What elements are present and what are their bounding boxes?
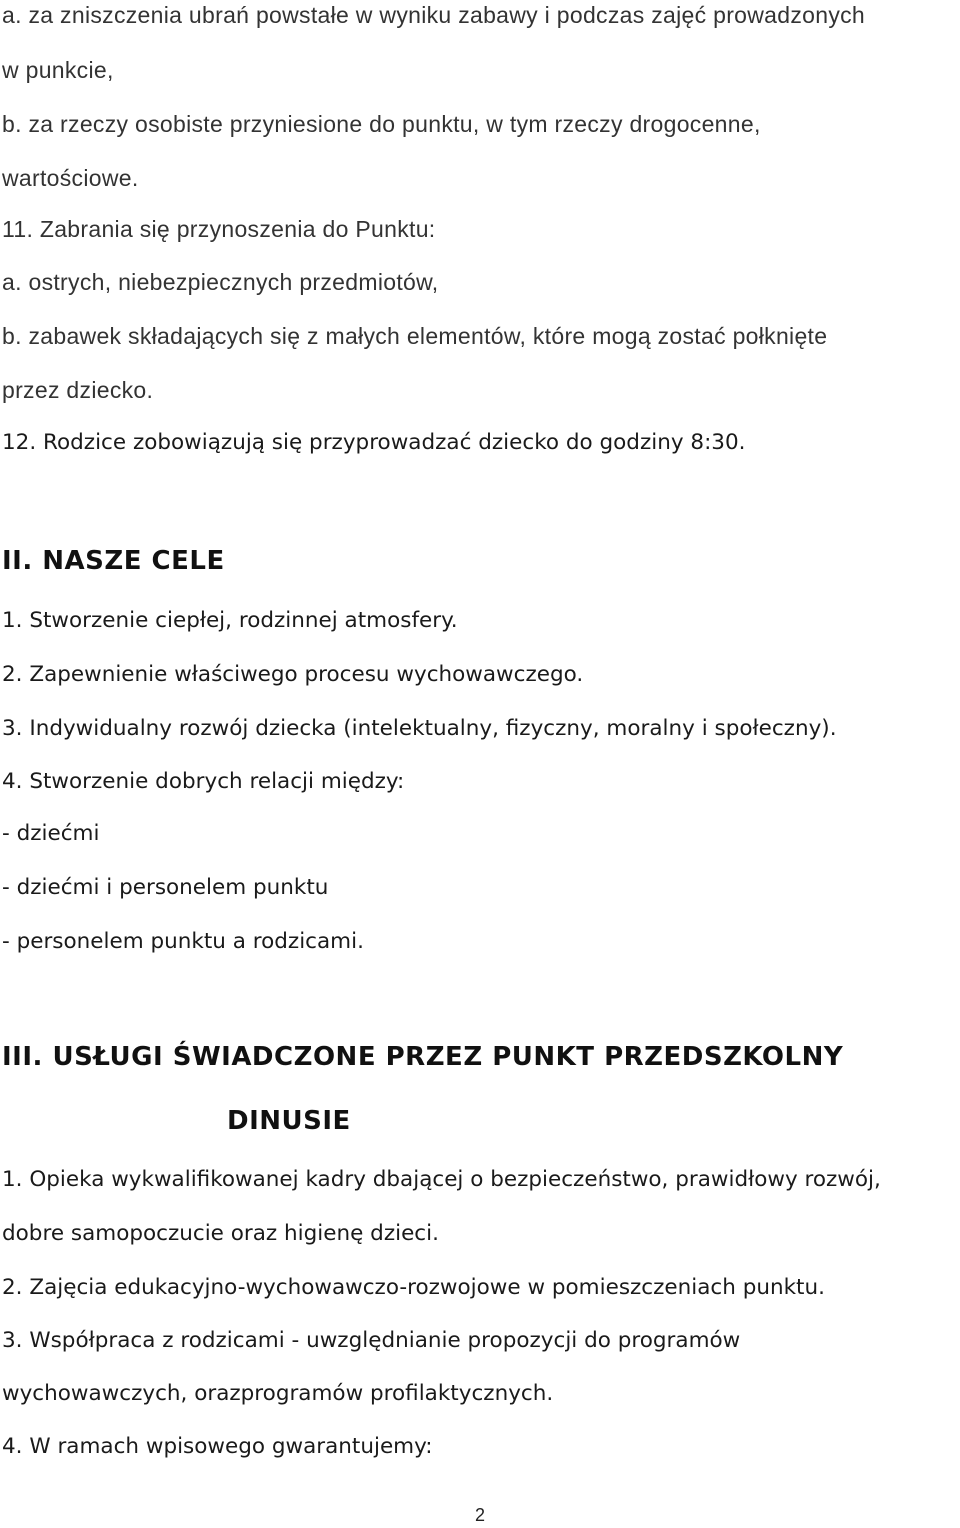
- list-item: 3. Indywidualny rozwój dziecka (intelektualny, fizyczny, moralny i społeczny).: [2, 716, 837, 741]
- list-item: - dziećmi i personelem punktu: [2, 875, 329, 900]
- text-line: a. ostrych, niebezpiecznych przedmiotów,: [2, 269, 439, 295]
- list-item: 1. Opieka wykwalifikowanej kadry dbającej o bezpieczeństwo, prawidłowy rozwój,: [2, 1167, 881, 1192]
- list-item: wychowawczych, orazprogramów profilaktycznych.: [2, 1381, 554, 1406]
- text-line: a. za zniszczenia ubrań powstałe w wyniku zabawy i podczas zajęć prowadzonych: [2, 2, 866, 28]
- text-line: b. zabawek składających się z małych elementów, które mogą zostać połknięte: [2, 323, 828, 349]
- section-heading-services: III. USŁUGI ŚWIADCZONE PRZEZ PUNKT PRZEDSZKOLNY: [2, 1042, 844, 1072]
- list-item: - dziećmi: [2, 821, 100, 846]
- list-item: 4. Stworzenie dobrych relacji między:: [2, 769, 405, 794]
- text-line: wartościowe.: [2, 165, 139, 191]
- page-number: 2: [474, 1505, 485, 1525]
- text-line: w punkcie,: [2, 57, 114, 83]
- text-line: b. za rzeczy osobiste przyniesione do punktu, w tym rzeczy drogocenne,: [2, 111, 761, 137]
- text-line: 12. Rodzice zobowiązują się przyprowadzać dziecko do godziny 8:30.: [2, 430, 746, 455]
- list-item: 2. Zapewnienie właściwego procesu wychowawczego.: [2, 662, 584, 687]
- list-item: - personelem punktu a rodzicami.: [2, 929, 364, 954]
- list-item: 4. W ramach wpisowego gwarantujemy:: [2, 1434, 433, 1459]
- list-item: 2. Zajęcia edukacyjno-wychowawczo-rozwojowe w pomieszczeniach punktu.: [2, 1275, 825, 1300]
- list-item: 1. Stworzenie ciepłej, rodzinnej atmosfery.: [2, 608, 458, 633]
- text-line: przez dziecko.: [2, 377, 154, 403]
- section-heading-goals: II. NASZE CELE: [2, 546, 225, 576]
- list-item: dobre samopoczucie oraz higienę dzieci.: [2, 1221, 439, 1246]
- text-line: 11. Zabrania się przynoszenia do Punktu:: [2, 216, 436, 242]
- section-heading-services-continued: DINUSIE: [227, 1106, 351, 1136]
- list-item: 3. Współpraca z rodzicami - uwzględnianie propozycji do programów: [2, 1328, 741, 1353]
